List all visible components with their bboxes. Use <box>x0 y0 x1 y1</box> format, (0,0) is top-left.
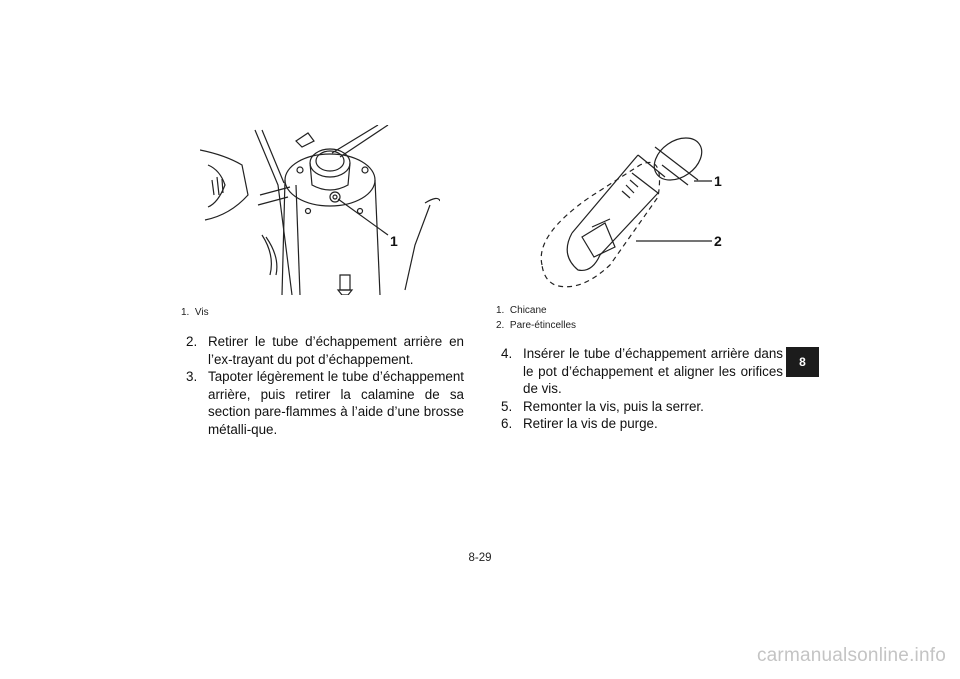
callout-1: 1 <box>390 233 398 249</box>
chapter-tab: 8 <box>786 347 819 377</box>
step-item: 4. Insérer le tube d’échappement arrière dans le pot d’échappement et aligner les orifices de vis. <box>501 346 783 396</box>
muffler-screw-figure <box>200 125 440 295</box>
step-item: 2. Retirer le tube d’échappement arrière en l’ex-trayant du pot d’échappement. <box>186 334 464 367</box>
page-number: 8-29 <box>468 552 492 564</box>
baffle-spark-arrester-figure <box>530 125 740 295</box>
left-steps <box>186 333 464 438</box>
figure-left-caption <box>181 305 209 320</box>
callout-1: 1 <box>714 173 722 189</box>
figure-right-caption <box>496 303 576 333</box>
caption-item: 1. Vis <box>181 307 209 318</box>
caption-item: 1. Chicane <box>496 305 547 316</box>
callout-2: 2 <box>714 233 722 249</box>
watermark: carmanualsonline.info <box>756 645 946 666</box>
caption-item: 2. Pare-étincelles <box>496 320 577 331</box>
step-item: 3. Tapoter légèrement le tube d’échappement arrière, puis retirer la calamine de sa section pare-flammes à l’aide d’une brosse métalli-que. <box>186 369 464 437</box>
step-item: 5. Remonter la vis, puis la serrer. <box>501 398 704 414</box>
step-item: 6. Retirer la vis de purge. <box>501 416 658 431</box>
right-steps <box>501 345 783 433</box>
